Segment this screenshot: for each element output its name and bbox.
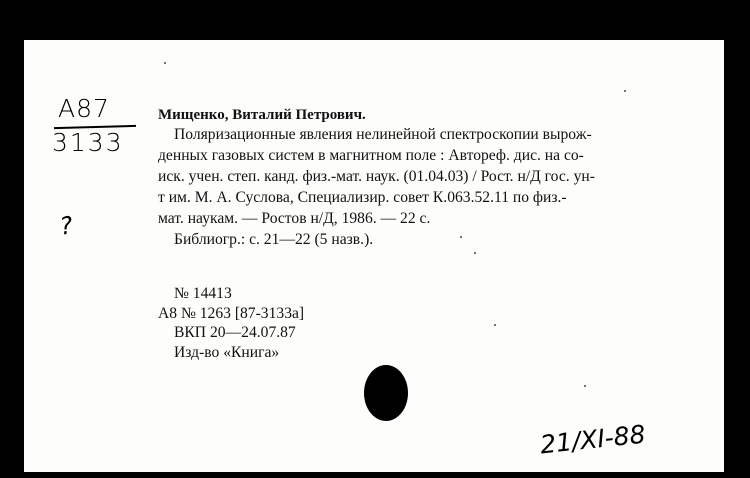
paper-speck [164, 62, 166, 64]
paper-speck [584, 385, 586, 387]
publisher-info: Изд-во «Книга» [174, 344, 280, 361]
call-number-bottom: 3133 [52, 128, 124, 157]
author-name: Мищенко, Виталий Петрович. [158, 107, 366, 123]
vkp-number: ВКП 20—24.07.87 [174, 324, 296, 341]
entry-line-5: мат. наукам. — Ростов н/Д, 1986. — 22 с. [158, 210, 431, 227]
record-number: № 14413 [174, 285, 232, 302]
margin-question-mark: ? [58, 211, 75, 241]
paper-speck [474, 252, 476, 254]
catalog-card [24, 40, 724, 472]
entry-line-4: т им. М. А. Суслова, Специализир. совет К.063.52.11 по физ.- [158, 189, 567, 206]
paper-speck [624, 90, 626, 92]
paper-speck [494, 324, 496, 326]
call-number-top: А87 [58, 94, 110, 123]
entry-line-3: иск. учен. степ. канд. физ.-мат. наук. (01.04.03) / Рост. н/Д гос. ун- [158, 168, 595, 185]
bibliography-line: Библиогр.: с. 21—22 (5 назв.). [174, 231, 374, 248]
paper-speck [460, 236, 462, 238]
card-punch-hole [364, 365, 408, 421]
entry-line-2: денных газовых систем в магнитном поле : Автореф. дис. на со- [158, 147, 584, 164]
handwritten-date: 21/XI-88 [538, 419, 647, 460]
card-index-number: А8 № 1263 [87-3133а] [158, 305, 305, 322]
entry-line-1: Поляризационные явления нелинейной спектроскопии вырож- [174, 126, 592, 143]
